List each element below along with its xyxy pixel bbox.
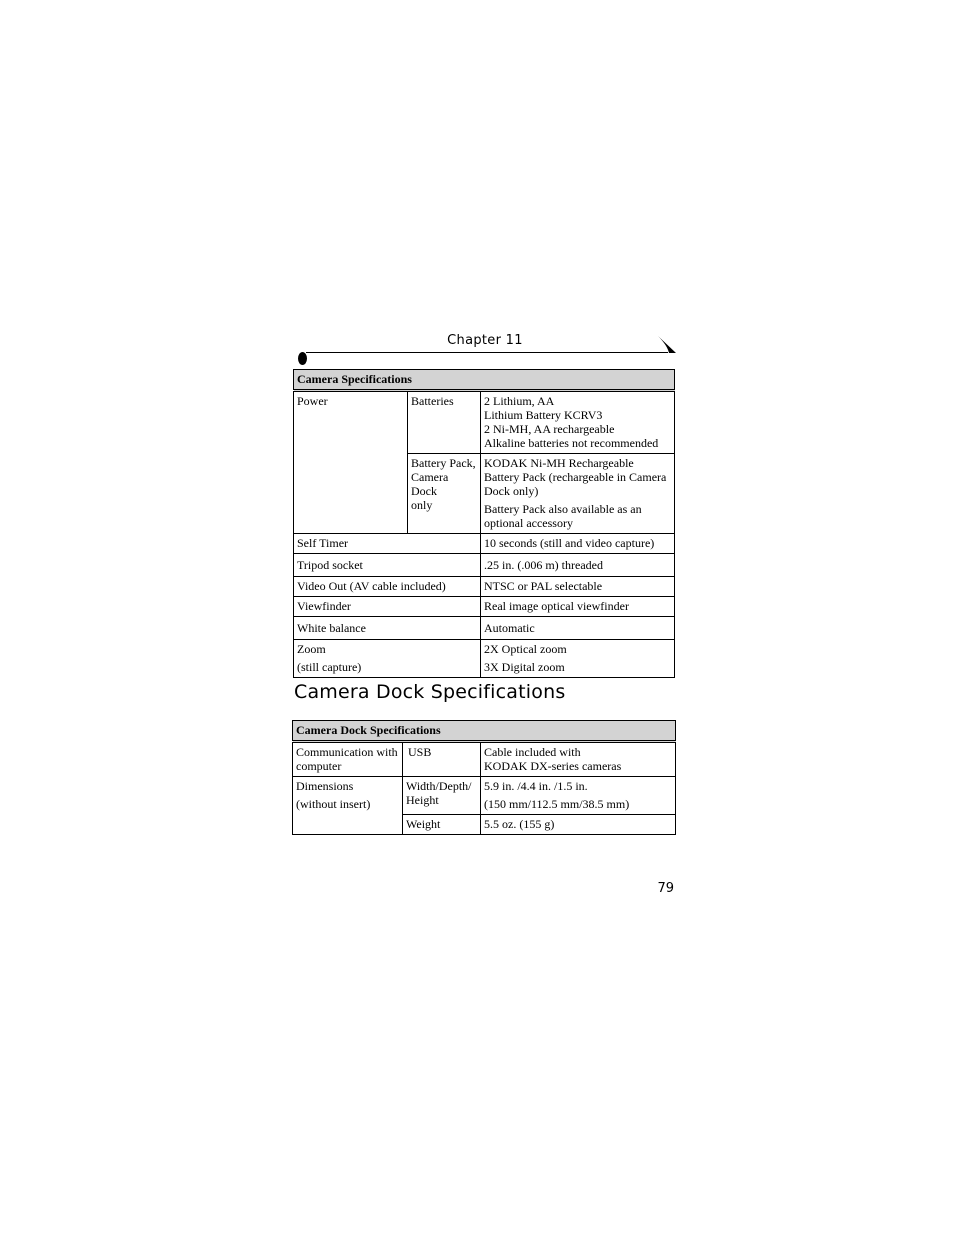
section-title: Camera Dock Specifications [294, 681, 566, 703]
white-balance-label: White balance [294, 617, 481, 640]
batteries-label: Batteries [408, 391, 481, 454]
tripod-socket-value: .25 in. (.006 m) threaded [481, 554, 675, 577]
communication-label: Communication with computer [293, 742, 403, 777]
tripod-socket-label: Tripod socket [294, 554, 481, 577]
camera-dock-specifications-table [292, 720, 676, 835]
dimensions-label: Dimensions (without insert) [293, 777, 403, 835]
table-row [294, 534, 675, 554]
page-number: 79 [657, 881, 674, 896]
usb-label: USB [403, 742, 481, 777]
viewfinder-value: Real image optical viewfinder [481, 597, 675, 617]
white-balance-value: Automatic [481, 617, 675, 640]
table-row [293, 777, 676, 815]
video-out-value: NTSC or PAL selectable [481, 577, 675, 597]
table-row [294, 577, 675, 597]
size-value: 5.9 in. /4.4 in. /1.5 in. (150 mm/112.5 mm/38.5 mm) [481, 777, 676, 815]
size-label: Width/Depth/ Height [403, 777, 481, 815]
table-header-row [294, 370, 675, 391]
weight-label: Weight [403, 815, 481, 835]
video-out-label: Video Out (AV cable included) [294, 577, 481, 597]
self-timer-value: 10 seconds (still and video capture) [481, 534, 675, 554]
table-row [294, 391, 675, 454]
zoom-label: Zoom (still capture) [294, 640, 481, 678]
header-rule [306, 352, 668, 353]
communication-value: Cable included with KODAK DX-series cameras [481, 742, 676, 777]
table-row [294, 554, 675, 577]
batteries-values: 2 Lithium, AA Lithium Battery KCRV3 2 Ni-MH, AA rechargeable Alkaline batteries not recommended [481, 391, 675, 454]
chapter-label: Chapter 11 [447, 333, 523, 348]
page-corner-arrow-icon [656, 334, 678, 356]
table-header-row [293, 721, 676, 742]
camera-specifications-table [293, 369, 675, 678]
viewfinder-label: Viewfinder [294, 597, 481, 617]
table-row [293, 742, 676, 777]
battery-pack-values: KODAK Ni-MH Rechargeable Battery Pack (rechargeable in Camera Dock only) Battery Pack also available as an optional accessory [481, 454, 675, 534]
table-row [294, 640, 675, 678]
zoom-values: 2X Optical zoom 3X Digital zoom [481, 640, 675, 678]
table-row [294, 617, 675, 640]
self-timer-label: Self Timer [294, 534, 481, 554]
power-label: Power [294, 391, 408, 534]
battery-pack-label: Battery Pack, Camera Dock only [408, 454, 481, 534]
table-title: Camera Specifications [294, 370, 675, 391]
table-title: Camera Dock Specifications [293, 721, 676, 742]
bullet-dot-icon [298, 352, 307, 365]
weight-value: 5.5 oz. (155 g) [481, 815, 676, 835]
table-row [294, 597, 675, 617]
